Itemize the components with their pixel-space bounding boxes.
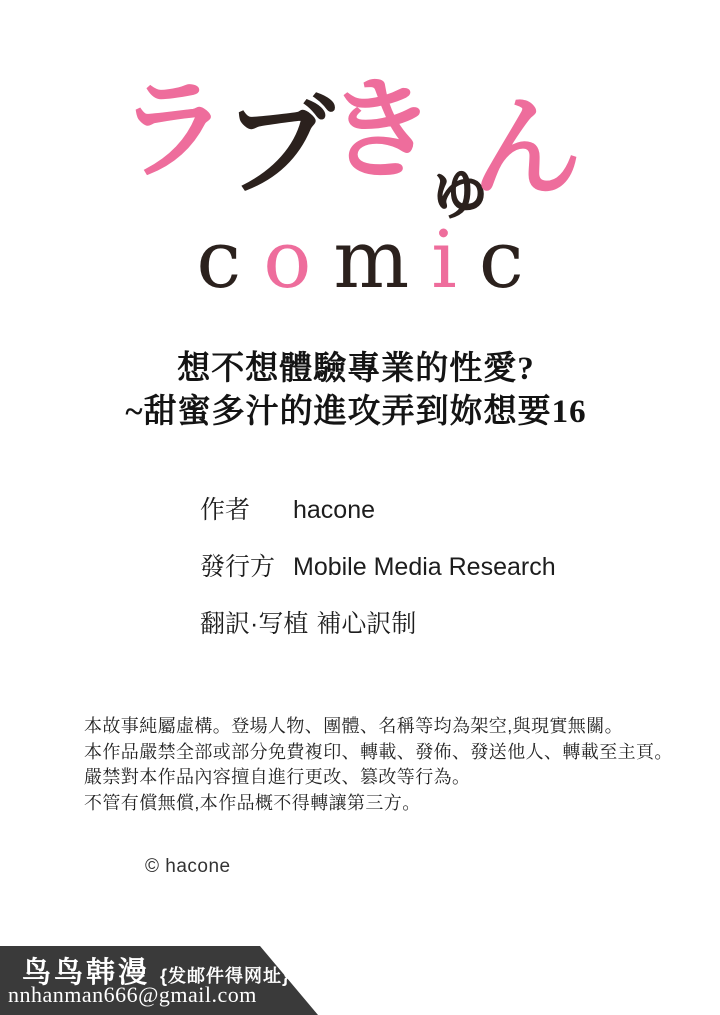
logo-letter: i — [431, 213, 479, 306]
work-title-line1: 想不想體驗專業的性愛? — [177, 351, 535, 387]
logo-kana-char: ん — [472, 87, 582, 210]
logo-letter: c — [196, 213, 264, 306]
logo-word-comic — [0, 213, 720, 306]
credit-value-author: hacone — [293, 496, 376, 524]
disclaimer-line: 嚴禁對本作品內容擅自進行更改、篡改等行為。 — [84, 767, 471, 787]
credit-row-translation — [200, 604, 556, 638]
work-title — [0, 348, 712, 434]
credit-label-translation: 翻訳·写植 — [200, 610, 309, 638]
credit-value-translation: 補心訳制 — [316, 610, 417, 638]
copyright-notice: © hacone — [145, 856, 231, 877]
logo-kana-char: ゅ — [424, 148, 497, 228]
logo-letter: o — [263, 213, 334, 306]
credits-block — [200, 490, 556, 661]
translator-group-name: 鸟鸟韩漫 — [22, 957, 151, 989]
translator-email: nnhanman666@gmail.com — [8, 982, 257, 1007]
credit-label-publisher: 發行方 — [200, 553, 276, 581]
disclaimer-line: 本作品嚴禁全部或部分免費複印、轉載、發佈、發送他人、轉載至主頁。 — [84, 741, 673, 762]
translator-note: {发邮件得网址} — [160, 966, 291, 986]
disclaimer-line: 不管有償無償,本作品概不得轉讓第三方。 — [84, 792, 421, 813]
logo-letter: m — [333, 213, 432, 306]
credit-row-publisher — [200, 547, 556, 581]
translator-banner — [0, 946, 720, 1015]
credit-row-author — [200, 490, 556, 524]
disclaimer-block — [84, 714, 684, 816]
credit-label-author: 作者 — [200, 496, 251, 524]
disclaimer-line: 本故事純屬虛構。登場人物、團體、名稱等均為架空,與現實無關。 — [84, 716, 623, 736]
logo-kana-char: き — [326, 69, 436, 192]
logo-kana-char: ブ — [224, 85, 334, 208]
publisher-logo — [0, 0, 720, 310]
logo-kana-char: ラ — [118, 69, 228, 192]
logo-letter: c — [478, 213, 546, 306]
credit-value-publisher: Mobile Media Research — [293, 553, 556, 581]
work-title-line2: ~甜蜜多汁的進攻弄到妳想要16 — [125, 394, 587, 430]
